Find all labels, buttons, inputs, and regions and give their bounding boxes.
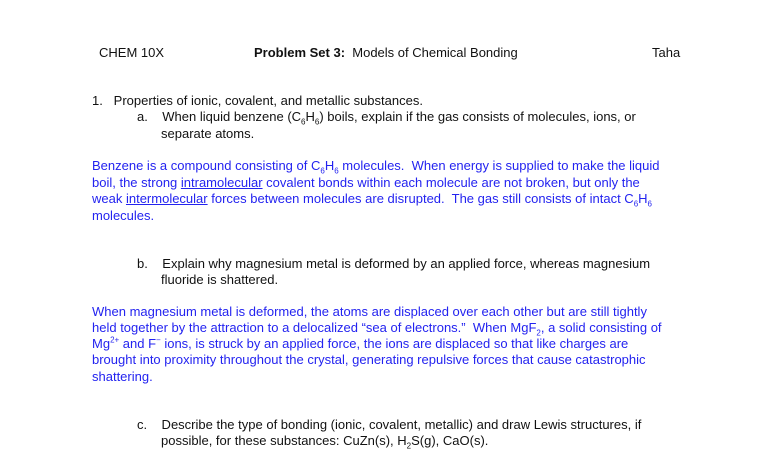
text-segment: held together by the attraction to a delocalized “sea of electrons.” When MgF	[92, 320, 537, 335]
answer-1b-line	[92, 352, 646, 368]
page-title	[254, 45, 518, 61]
text-segment: shattering.	[92, 369, 153, 384]
text-segment: H	[324, 158, 335, 173]
text-segment: forces between molecules are disrupted. The gas still consists of intact C	[207, 191, 634, 206]
question-1a-line	[161, 126, 254, 142]
question-1b-line	[137, 256, 650, 272]
answer-1a-line	[92, 191, 652, 207]
subscript: 6	[320, 166, 325, 176]
text-segment: boil, the strong	[92, 175, 181, 190]
superscript: −	[156, 335, 161, 345]
text-segment: c. Describe the type of bonding (ionic, covalent, metallic) and draw Lewis structures, if	[137, 417, 642, 432]
text-segment: separate atoms.	[161, 126, 255, 141]
question-1a-line	[137, 109, 636, 125]
text-segment: Mg	[92, 336, 111, 351]
problem-set-label: Problem Set 3:	[254, 45, 346, 60]
text-segment: H	[638, 191, 648, 206]
text-segment: weak	[92, 191, 126, 206]
answer-1b-line	[92, 304, 647, 320]
text-segment: and F	[119, 336, 157, 351]
text-segment: b. Explain why magnesium metal is deformed by an applied force, whereas magnesium	[137, 256, 651, 271]
subscript: 6	[301, 117, 306, 127]
text-segment: covalent bonds within each molecule are not broken, but only the	[262, 175, 640, 190]
superscript: 2+	[110, 335, 120, 345]
text-segment: ions, is struck by an applied force, the ions are displaced so that like charges are	[160, 336, 629, 351]
question-1-line	[92, 93, 423, 109]
subscript: 6	[314, 117, 320, 127]
text-segment: S(g), CaO(s).	[411, 433, 489, 448]
text-segment: molecules.	[92, 208, 155, 223]
text-segment: Benzene is a compound consisting of C	[92, 158, 321, 173]
text-segment: H	[305, 109, 315, 124]
answer-1a-line	[92, 175, 640, 191]
subscript: 6	[647, 199, 652, 209]
underlined-term: intermolecular	[125, 191, 208, 206]
question-1c-line	[137, 417, 641, 433]
text-segment: , a solid consisting of	[540, 320, 662, 335]
answer-1b-line	[92, 336, 628, 352]
subscript: 2	[406, 441, 412, 451]
text-segment: 1. Properties of ionic, covalent, and metallic substances.	[92, 93, 423, 108]
answer-1a-line	[92, 158, 660, 174]
underlined-term: intramolecular	[180, 175, 263, 190]
subscript: 6	[334, 166, 339, 176]
text-segment: a. When liquid benzene (C	[137, 109, 302, 124]
course-code: CHEM 10X	[99, 45, 165, 60]
problem-set-topic: Models of Chemical Bonding	[345, 45, 518, 60]
text-segment: brought into proximity throughout the crystal, generating repulsive forces that cause catastrophic	[92, 352, 646, 367]
text-segment: molecules. When energy is supplied to make the liquid	[338, 158, 660, 173]
question-1b-line	[161, 272, 278, 288]
question-1c-line	[161, 433, 488, 449]
text-segment: When magnesium metal is deformed, the atoms are displaced over each other but are still tightly	[92, 304, 647, 319]
text-segment: possible, for these substances: CuZn(s), H	[161, 433, 407, 448]
text-segment: ) boils, explain if the gas consists of molecules, ions, or	[319, 109, 636, 124]
subscript: 6	[633, 199, 639, 209]
text-segment: fluoride is shattered.	[161, 272, 279, 287]
answer-1b-line	[92, 369, 153, 385]
subscript: 2	[536, 328, 541, 338]
answer-1b-line	[92, 320, 662, 336]
answer-1a-line	[92, 208, 154, 224]
author-name: Taha	[652, 45, 681, 60]
